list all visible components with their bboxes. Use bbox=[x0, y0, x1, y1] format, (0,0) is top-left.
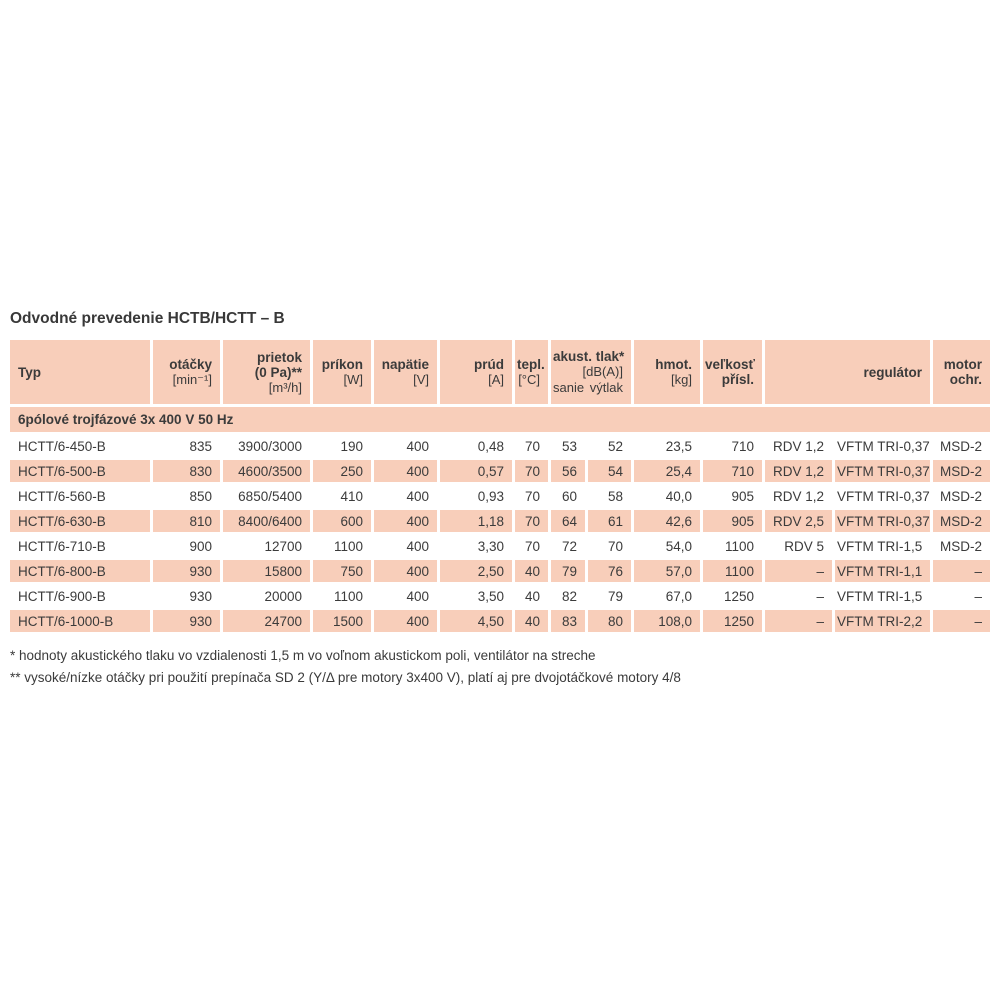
table-row bbox=[10, 560, 990, 582]
cell-vytlak: 70 bbox=[607, 538, 624, 554]
cell-otacky: 930 bbox=[153, 610, 220, 632]
cell-prikon: 1100 bbox=[333, 538, 363, 554]
column-header-otacky bbox=[153, 340, 220, 404]
column-header-label: prúd bbox=[474, 357, 504, 372]
cell-otacky: 900 bbox=[189, 538, 212, 554]
section-row bbox=[10, 407, 990, 432]
cell-vytlak: 76 bbox=[588, 560, 631, 582]
footnote-1: * hodnoty akustického tlaku vo vzdialenosti 1,5 m vo voľnom akustickom poli, ventilátor na streche bbox=[10, 648, 596, 663]
cell-regulator-vftm: VFTM TRI-0,37 bbox=[835, 510, 930, 532]
cell-sanie: 72 bbox=[561, 538, 577, 554]
column-header-label: napätie bbox=[381, 357, 429, 372]
column-header-unit: [V] bbox=[413, 372, 429, 387]
column-header-label: otáčky bbox=[169, 357, 212, 372]
cell-prikon: 250 bbox=[313, 460, 371, 482]
cell-typ: HCTT/6-560-B bbox=[18, 488, 106, 504]
cell-typ: HCTT/6-630-B bbox=[10, 510, 150, 532]
cell-vytlak: 52 bbox=[607, 438, 624, 454]
table-row bbox=[10, 510, 990, 532]
cell-tepl: 70 bbox=[524, 538, 540, 554]
cell-prud: 0,57 bbox=[440, 460, 512, 482]
column-header-hmot bbox=[634, 340, 700, 404]
cell-hmot: 67,0 bbox=[665, 588, 693, 604]
cell-velkost: 710 bbox=[703, 460, 762, 482]
column-header-label2: ochr. bbox=[949, 372, 983, 387]
cell-velkost: 905 bbox=[703, 510, 762, 532]
cell-hmot: 54,0 bbox=[665, 538, 693, 554]
cell-hmot: 25,4 bbox=[634, 460, 700, 482]
cell-vytlak: 54 bbox=[588, 460, 631, 482]
cell-prikon: 410 bbox=[340, 488, 363, 504]
cell-velkost: 1250 bbox=[723, 588, 755, 604]
cell-sanie: 79 bbox=[551, 560, 585, 582]
cell-velkost: 1100 bbox=[703, 560, 762, 582]
cell-prud: 4,50 bbox=[440, 610, 512, 632]
table-row bbox=[10, 585, 990, 607]
cell-velkost: 1100 bbox=[724, 538, 755, 554]
table-row bbox=[10, 535, 990, 557]
cell-motor: MSD-2 bbox=[933, 510, 990, 532]
column-header-unit: [W] bbox=[343, 372, 363, 387]
cell-typ: HCTT/6-710-B bbox=[18, 538, 106, 554]
cell-typ: HCTT/6-450-B bbox=[18, 438, 106, 454]
column-header-regulator bbox=[765, 340, 930, 404]
cell-hmot: 108,0 bbox=[634, 610, 700, 632]
cell-sanie: 83 bbox=[551, 610, 585, 632]
cell-vytlak: 58 bbox=[607, 488, 624, 504]
cell-prud: 2,50 bbox=[440, 560, 512, 582]
cell-regulator-vftm: VFTM TRI-2,2 bbox=[835, 610, 930, 632]
cell-prud: 3,30 bbox=[477, 538, 504, 554]
column-header-label: regulátor bbox=[863, 364, 923, 380]
column-header-typ bbox=[10, 340, 150, 404]
column-header-label: motor bbox=[943, 357, 983, 372]
column-header-label: hmot. bbox=[655, 357, 693, 372]
cell-napatie: 400 bbox=[374, 460, 437, 482]
cell-regulator-rdv: RDV 5 bbox=[784, 538, 825, 554]
column-header-label2: (0 Pa)** bbox=[254, 364, 302, 380]
cell-prikon: 190 bbox=[340, 438, 363, 454]
cell-sanie: 53 bbox=[561, 438, 577, 454]
cell-regulator-rdv: – bbox=[765, 560, 832, 582]
cell-sanie: 82 bbox=[561, 588, 577, 604]
cell-motor: MSD-2 bbox=[940, 538, 983, 554]
cell-regulator-rdv: – bbox=[816, 588, 825, 604]
cell-prietok: 8400/6400 bbox=[223, 510, 310, 532]
cell-typ: HCTT/6-800-B bbox=[10, 560, 150, 582]
cell-otacky: 835 bbox=[189, 438, 212, 454]
footnotes bbox=[10, 645, 996, 689]
cell-otacky: 830 bbox=[153, 460, 220, 482]
cell-hmot: 40,0 bbox=[665, 488, 693, 504]
cell-otacky: 930 bbox=[153, 560, 220, 582]
column-header-label: prietok bbox=[256, 349, 302, 365]
cell-napatie: 400 bbox=[374, 610, 437, 632]
cell-vytlak: 79 bbox=[607, 588, 624, 604]
cell-regulator-vftm: VFTM TRI-1,5 bbox=[837, 588, 923, 604]
column-header-prietok bbox=[223, 340, 310, 404]
cell-prikon: 600 bbox=[313, 510, 371, 532]
cell-sanie: 60 bbox=[561, 488, 577, 504]
cell-prikon: 750 bbox=[313, 560, 371, 582]
column-header-napatie bbox=[374, 340, 437, 404]
column-header-akust-tlak bbox=[551, 340, 631, 404]
catalog-page bbox=[10, 309, 996, 689]
cell-regulator-vftm: VFTM TRI-1,1 bbox=[835, 560, 930, 582]
header-row bbox=[10, 340, 990, 404]
column-header-unit: [kg] bbox=[671, 372, 693, 387]
cell-tepl: 70 bbox=[524, 488, 540, 504]
cell-prietok: 24700 bbox=[223, 610, 310, 632]
cell-motor: – bbox=[933, 560, 990, 582]
cell-napatie: 400 bbox=[374, 560, 437, 582]
cell-typ: HCTT/6-1000-B bbox=[10, 610, 150, 632]
cell-velkost: 1250 bbox=[703, 610, 762, 632]
cell-regulator-vftm: VFTM TRI-0,37 bbox=[835, 460, 930, 482]
cell-prud: 0,93 bbox=[477, 488, 504, 504]
cell-prietok: 4600/3500 bbox=[223, 460, 310, 482]
cell-prietok: 15800 bbox=[223, 560, 310, 582]
cell-sanie: 64 bbox=[551, 510, 585, 532]
cell-napatie: 400 bbox=[406, 588, 429, 604]
cell-otacky: 930 bbox=[189, 588, 212, 604]
spec-table bbox=[7, 337, 993, 635]
cell-tepl: 70 bbox=[524, 438, 540, 454]
cell-prikon: 1100 bbox=[333, 588, 363, 604]
cell-regulator-rdv: – bbox=[765, 610, 832, 632]
cell-napatie: 400 bbox=[406, 438, 429, 454]
table-row bbox=[10, 435, 990, 457]
cell-otacky: 850 bbox=[189, 488, 212, 504]
cell-regulator-rdv: RDV 1,2 bbox=[772, 488, 825, 504]
cell-vytlak: 80 bbox=[588, 610, 631, 632]
cell-tepl: 40 bbox=[515, 610, 548, 632]
cell-hmot: 42,6 bbox=[634, 510, 700, 532]
table-row bbox=[10, 610, 990, 632]
cell-regulator-rdv: RDV 2,5 bbox=[765, 510, 832, 532]
column-header-label: tepl. bbox=[517, 357, 545, 372]
table-row bbox=[10, 485, 990, 507]
cell-prietok: 6850/5400 bbox=[238, 488, 302, 504]
column-header-motor-ochr bbox=[933, 340, 990, 404]
column-header-sub-sanie: sanie bbox=[553, 380, 585, 395]
section-row-label: 6pólové trojfázové 3x 400 V 50 Hz bbox=[10, 407, 990, 432]
column-header-label: veľkosť bbox=[705, 357, 755, 372]
cell-prud: 1,18 bbox=[440, 510, 512, 532]
table-row bbox=[10, 460, 990, 482]
cell-tepl: 40 bbox=[524, 588, 540, 604]
column-header-prikon bbox=[313, 340, 371, 404]
cell-typ: HCTT/6-500-B bbox=[10, 460, 150, 482]
column-header-unit: [A] bbox=[488, 372, 504, 387]
table-body bbox=[10, 407, 990, 632]
cell-motor: MSD-2 bbox=[940, 438, 983, 454]
cell-otacky: 810 bbox=[153, 510, 220, 532]
footnote-2: ** vysoké/nízke otáčky pri použití prepínača SD 2 (Y/Δ pre motory 3x400 V), platí aj pre dvojotáčkové motory 4/8 bbox=[10, 670, 681, 685]
cell-hmot: 57,0 bbox=[634, 560, 700, 582]
cell-napatie: 400 bbox=[374, 510, 437, 532]
cell-motor: – bbox=[933, 610, 990, 632]
cell-prikon: 1500 bbox=[313, 610, 371, 632]
cell-prud: 0,48 bbox=[477, 438, 504, 454]
cell-vytlak: 61 bbox=[588, 510, 631, 532]
cell-motor: MSD-2 bbox=[933, 460, 990, 482]
cell-regulator-vftm: VFTM TRI-0,37 bbox=[837, 438, 930, 454]
column-header-tepl bbox=[515, 340, 548, 404]
cell-tepl: 70 bbox=[515, 460, 548, 482]
cell-motor: MSD-2 bbox=[940, 488, 983, 504]
cell-velkost: 905 bbox=[731, 488, 755, 504]
cell-hmot: 23,5 bbox=[665, 438, 693, 454]
cell-tepl: 40 bbox=[515, 560, 548, 582]
column-header-unit: [°C] bbox=[518, 372, 540, 387]
column-header-sub-vytlak: výtlak bbox=[589, 380, 624, 395]
cell-regulator-vftm: VFTM TRI-1,5 bbox=[837, 538, 923, 554]
page-title: Odvodné prevedenie HCTB/HCTT – B bbox=[10, 310, 285, 327]
column-header-label2: přísl. bbox=[721, 372, 755, 387]
cell-typ: HCTT/6-900-B bbox=[18, 588, 106, 604]
cell-sanie: 56 bbox=[551, 460, 585, 482]
column-header-label: príkon bbox=[321, 357, 363, 372]
cell-motor: – bbox=[974, 588, 983, 604]
column-header-unit: [m³/h] bbox=[268, 379, 302, 395]
cell-regulator-rdv: RDV 1,2 bbox=[772, 438, 825, 454]
cell-prud: 3,50 bbox=[477, 588, 504, 604]
cell-velkost: 710 bbox=[731, 438, 755, 454]
cell-napatie: 400 bbox=[406, 488, 429, 504]
cell-regulator-vftm: VFTM TRI-0,37 bbox=[837, 488, 930, 504]
column-header-label: Typ bbox=[18, 364, 41, 380]
column-header-label: akust. tlak* bbox=[553, 349, 625, 364]
cell-tepl: 70 bbox=[515, 510, 548, 532]
column-header-unit: [dB(A)] bbox=[582, 364, 624, 379]
column-header-unit: [min⁻¹] bbox=[172, 372, 212, 387]
cell-napatie: 400 bbox=[406, 538, 429, 554]
cell-prietok: 12700 bbox=[264, 538, 302, 554]
cell-prietok: 20000 bbox=[264, 588, 302, 604]
cell-prietok: 3900/3000 bbox=[238, 438, 302, 454]
cell-regulator-rdv: RDV 1,2 bbox=[765, 460, 832, 482]
column-header-velkost bbox=[703, 340, 762, 404]
column-header-prud bbox=[440, 340, 512, 404]
